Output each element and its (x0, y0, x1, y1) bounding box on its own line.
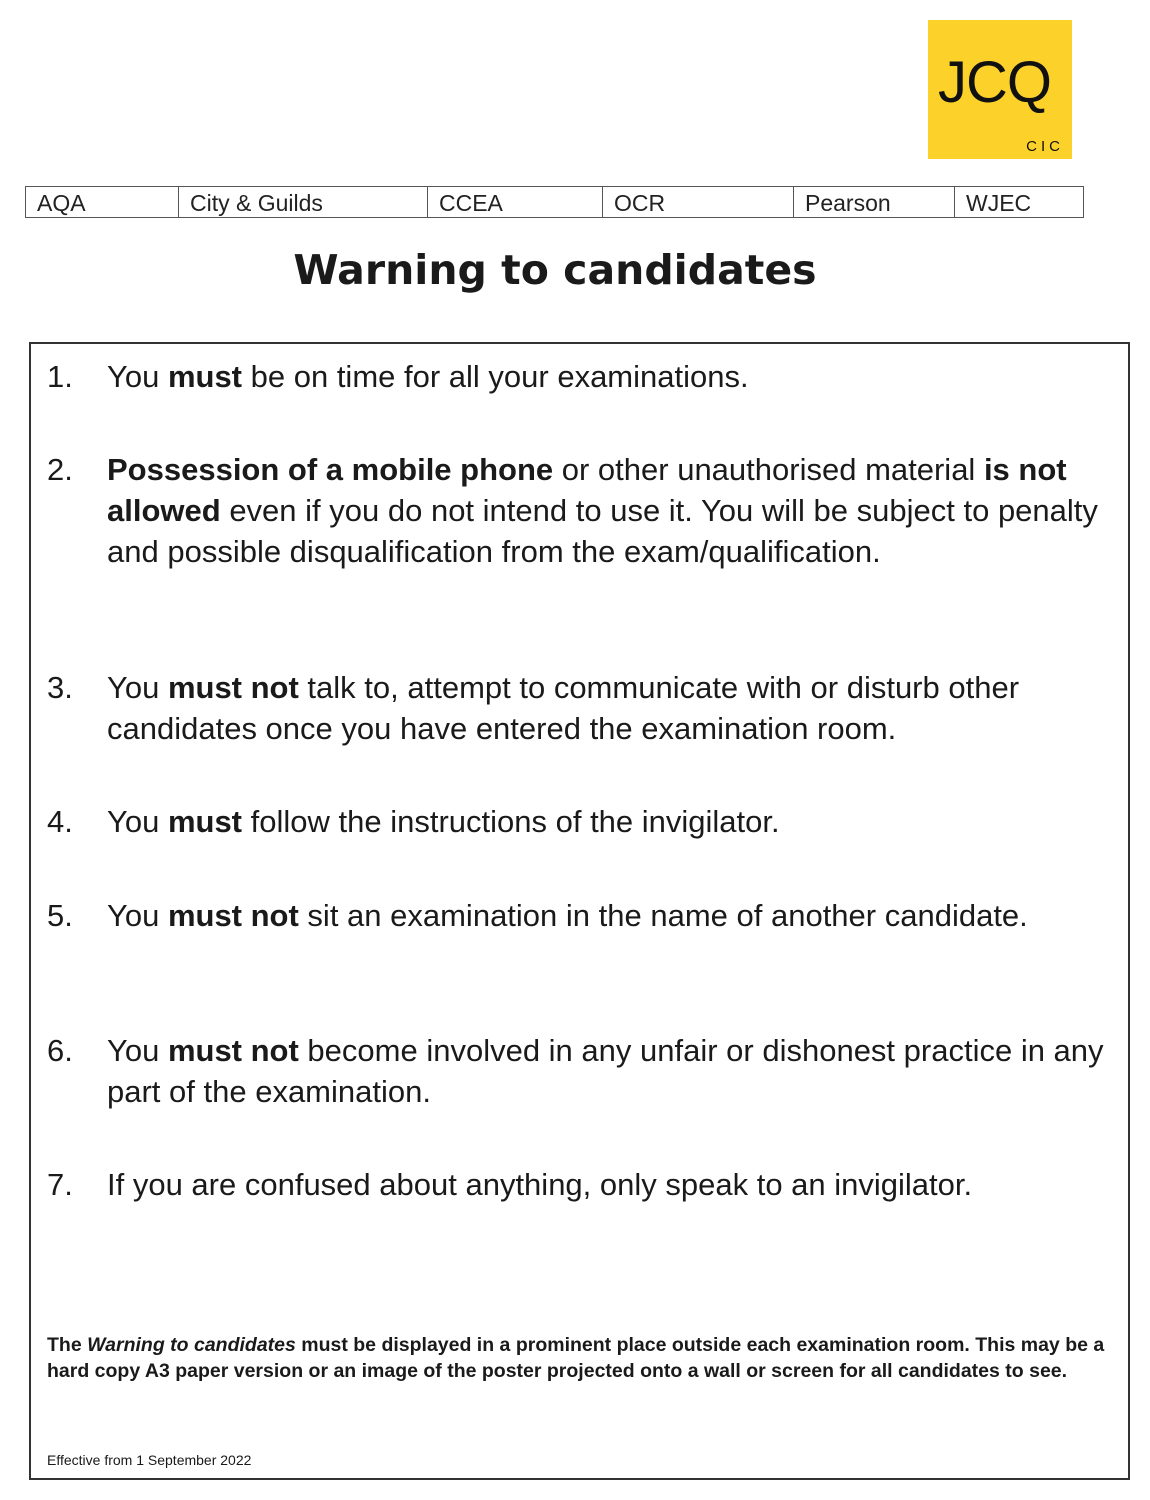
rule-segment: You (107, 670, 168, 705)
effective-date: Effective from 1 September 2022 (47, 1452, 252, 1468)
rule-number: 3. (47, 670, 73, 705)
rule-emphasis: must not (167, 898, 299, 933)
board-aqa: AQA (26, 187, 179, 217)
rule-emphasis: Possession of a mobile phone (107, 452, 554, 487)
note-prefix: The (47, 1334, 88, 1356)
rule-item (47, 1164, 1117, 1205)
board-ocr: OCR (603, 187, 794, 217)
rule-text (107, 356, 1117, 397)
awarding-bodies-table (25, 186, 1084, 218)
rule-segment: sit an examination in the name of another candidate. (298, 898, 1028, 933)
jcq-logo (928, 20, 1072, 159)
rule-text (107, 667, 1117, 749)
rule-number: 5. (47, 898, 73, 933)
display-note (47, 1332, 1122, 1384)
page-title: Warning to candidates (293, 246, 817, 294)
rule-number: 1. (47, 359, 73, 394)
rule-segment: become involved in any unfair or dishonest practice in any part of the examination. (107, 1033, 1104, 1109)
board-ccea: CCEA (428, 187, 603, 217)
rule-text (107, 1030, 1117, 1112)
rule-segment: even if you do not intend to use it. You will be subject to penalty and possible disqualification from the exam/qualification. (107, 493, 1098, 569)
rule-emphasis: is not allowed (107, 452, 1067, 528)
board-city-guilds: City & Guilds (179, 187, 428, 217)
rule-emphasis: must (167, 359, 243, 394)
rules-panel (29, 342, 1130, 1480)
rule-item (47, 1030, 1117, 1112)
rule-item (47, 356, 1117, 397)
rule-segment: or other unauthorised material (553, 452, 984, 487)
rule-text (107, 449, 1117, 572)
rule-segment: You (107, 1033, 168, 1068)
rule-segment: follow the instructions of the invigilator. (242, 804, 780, 839)
logo-text: JCQ (938, 50, 1051, 115)
note-italic: Warning to candidates (87, 1334, 296, 1356)
rule-segment: be on time for all your examinations. (242, 359, 749, 394)
rule-segment: You (107, 804, 168, 839)
rule-emphasis: must not (167, 1033, 299, 1068)
board-wjec: WJEC (966, 190, 1032, 216)
rule-segment: talk to, attempt to communicate with or disturb other candidates once you have entered the examination room. (107, 670, 1020, 746)
rule-number: 2. (47, 452, 73, 487)
rule-item (47, 449, 1117, 572)
rule-text (107, 1164, 1117, 1205)
note-suffix: must be displayed in a prominent place outside each examination room. This may be a hard copy A3 paper version or an image of the poster projected onto a wall or screen for all candidates to see. (47, 1334, 1105, 1382)
rule-segment: You (107, 898, 168, 933)
rule-number: 6. (47, 1033, 73, 1068)
rule-text (107, 801, 1117, 842)
rule-number: 4. (47, 804, 73, 839)
rule-segment: You (107, 359, 168, 394)
rule-text (107, 895, 1117, 936)
rule-item (47, 895, 1117, 936)
rule-item (47, 667, 1117, 749)
board-pearson: Pearson (794, 187, 955, 217)
rule-number: 7. (47, 1167, 73, 1202)
rule-emphasis: must not (167, 670, 299, 705)
rule-segment: If you are confused about anything, only speak to an invigilator. (107, 1167, 973, 1202)
rule-item (47, 801, 1117, 842)
logo-subtext: CIC (1026, 138, 1064, 155)
rule-emphasis: must (167, 804, 243, 839)
